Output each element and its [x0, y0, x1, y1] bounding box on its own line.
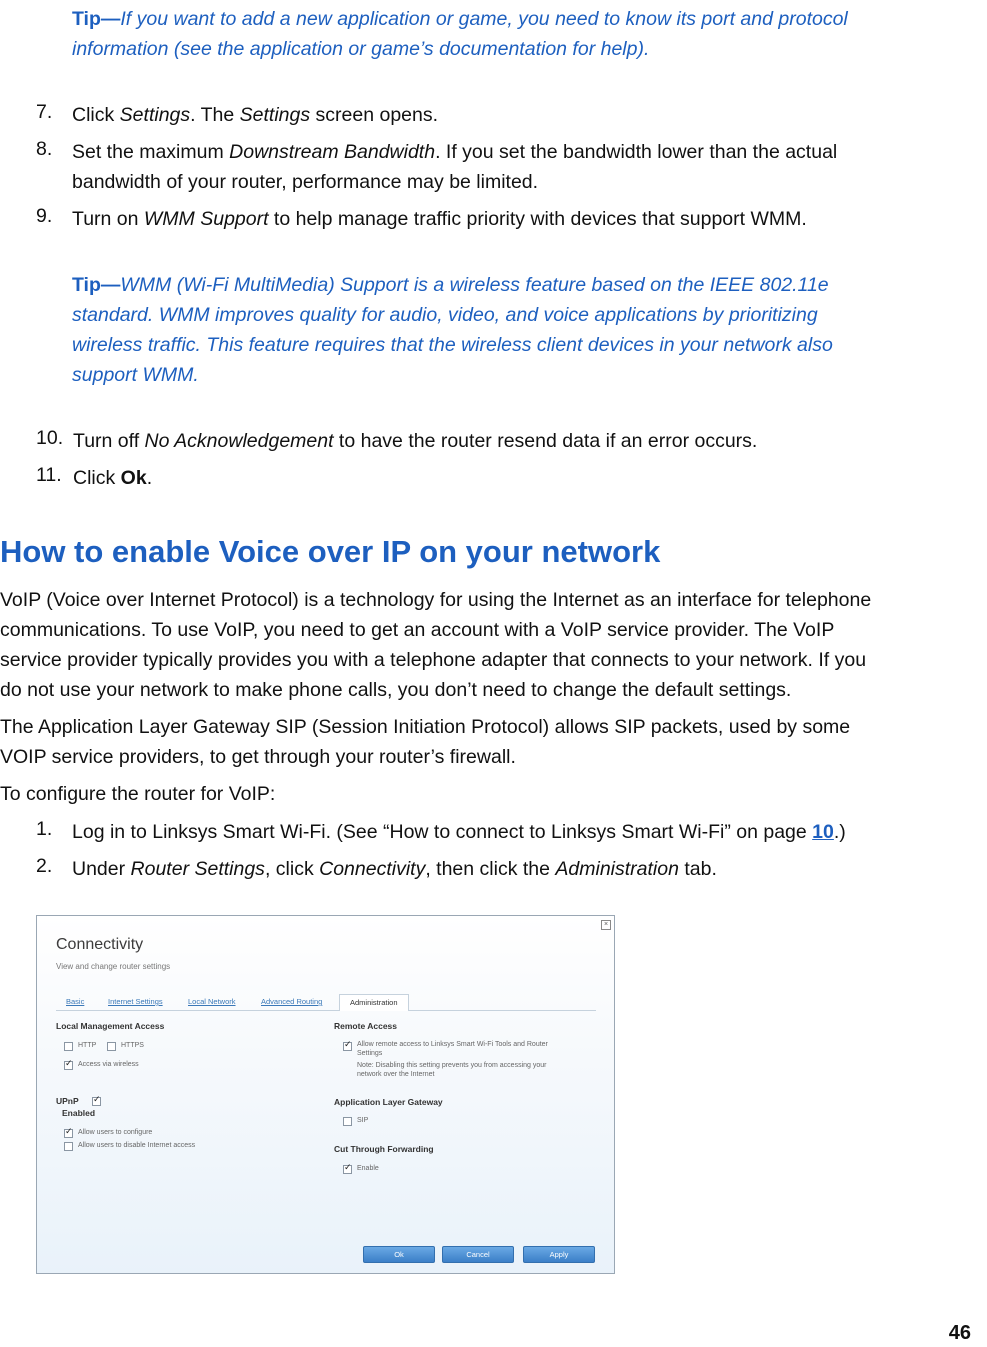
alg-heading: Application Layer Gateway [334, 1097, 443, 1107]
http-label: HTTP [78, 1042, 97, 1049]
remote-access-checkbox[interactable] [343, 1042, 352, 1051]
ctf-enable-label: Enable [357, 1165, 379, 1172]
step-text: Click Ok. [73, 467, 153, 489]
step-number: 9. [36, 205, 53, 227]
ok-button[interactable]: Ok [363, 1246, 435, 1263]
remote-access-heading: Remote Access [334, 1021, 397, 1031]
page-number: 46 [948, 1322, 971, 1344]
ctf-heading: Cut Through Forwarding [334, 1144, 434, 1154]
step-text: Turn on WMM Support to help manage traffic priority with devices that support WMM. [72, 208, 807, 230]
wireless-access-label: Access via wireless [78, 1061, 139, 1068]
apply-button[interactable]: Apply [523, 1246, 595, 1263]
step-number: 10. [36, 427, 64, 449]
tip-text-line2: information (see the application or game’s documentation for help). [72, 38, 650, 60]
paragraph: VoIP (Voice over Internet Protocol) is a technology for using the Internet as an interface for telephone communications. To use VoIP, you need to get an account with a VoIP service provider. The VoIP service provider typically provides you with a telephone adapter that connects to your network. If you do not use your network to make phone calls, you don’t need to change the default settings. [0, 589, 872, 701]
step-text: Click Settings. The Settings screen opens. [72, 104, 439, 126]
section-heading: How to enable Voice over IP on your network [0, 534, 661, 569]
close-icon[interactable]: × [601, 920, 611, 930]
screenshot-title: Connectivity [56, 936, 144, 953]
remote-access-note: Note: Disabling this setting prevents you from accessing your [357, 1062, 547, 1069]
screenshot-subtitle: View and change router settings [56, 962, 171, 971]
tip-block [72, 4, 972, 64]
allow-configure-checkbox[interactable] [64, 1129, 73, 1138]
step-number: 7. [36, 101, 53, 123]
step-text: Log in to Linksys Smart Wi-Fi. (See “How to connect to Linksys Smart Wi-Fi” on page 10.) [72, 821, 846, 843]
step-text: Set the maximum Downstream Bandwidth. If you set the bandwidth lower than the actual bandwidth of your router, performance may be limited. [72, 141, 838, 193]
tab-advanced-routing[interactable]: Advanced Routing [261, 997, 323, 1006]
remote-access-label: Allow remote access to Linksys Smart Wi-Fi Tools and Router [357, 1041, 548, 1048]
sip-checkbox[interactable] [343, 1117, 352, 1126]
paragraph: The Application Layer Gateway SIP (Session Initiation Protocol) allows SIP packets, used by some VOIP service providers, to get through your router’s firewall. [0, 716, 851, 768]
tab-basic[interactable]: Basic [66, 997, 85, 1006]
remote-access-note-line2: network over the Internet [357, 1071, 435, 1078]
connectivity-screenshot [36, 915, 615, 1274]
http-checkbox[interactable] [64, 1042, 73, 1051]
tip-text: If you want to add a new application or game, you need to know its port and protocol [120, 8, 848, 30]
upnp-heading: UPnP [56, 1096, 79, 1106]
upnp-checkbox[interactable] [92, 1097, 101, 1106]
tab-administration[interactable]: Administration [339, 994, 409, 1011]
tab-bar [56, 994, 596, 1011]
tip-label: Tip— [72, 274, 121, 296]
step-number: 11. [36, 464, 62, 486]
allow-configure-label: Allow users to configure [78, 1129, 153, 1136]
local-management-heading: Local Management Access [56, 1021, 165, 1031]
ctf-enable-checkbox[interactable] [343, 1165, 352, 1174]
page-link[interactable]: 10 [812, 821, 834, 843]
upnp-enabled-label: Enabled [62, 1108, 96, 1118]
sip-label: SIP [357, 1117, 369, 1124]
https-label: HTTPS [121, 1042, 144, 1049]
tip-block: Tip—WMM (Wi-Fi MultiMedia) Support is a wireless feature based on the IEEE 802.11e standard. WMM improves quality for audio, video, and voice applications by prioritizing wireless traffic. This feature requires that the wireless client devices in your network also support WMM. [72, 274, 833, 386]
tab-local-network[interactable]: Local Network [188, 997, 236, 1006]
paragraph: To configure the router for VoIP: [0, 783, 276, 805]
step-number: 8. [36, 138, 53, 160]
tip-label: Tip— [72, 8, 121, 30]
allow-disable-checkbox[interactable] [64, 1142, 73, 1151]
allow-disable-label: Allow users to disable Internet access [78, 1142, 196, 1149]
wireless-access-checkbox[interactable] [64, 1061, 73, 1070]
cancel-button[interactable]: Cancel [442, 1246, 514, 1263]
step-number: 1. [36, 818, 53, 840]
step-number: 2. [36, 855, 53, 877]
step-text: Under Router Settings, click Connectivity, then click the Administration tab. [72, 858, 717, 880]
tab-internet-settings[interactable]: Internet Settings [108, 997, 163, 1006]
https-checkbox[interactable] [107, 1042, 116, 1051]
remote-access-label-line2: Settings [357, 1050, 383, 1057]
step-text: Turn off No Acknowledgement to have the router resend data if an error occurs. [73, 430, 758, 452]
